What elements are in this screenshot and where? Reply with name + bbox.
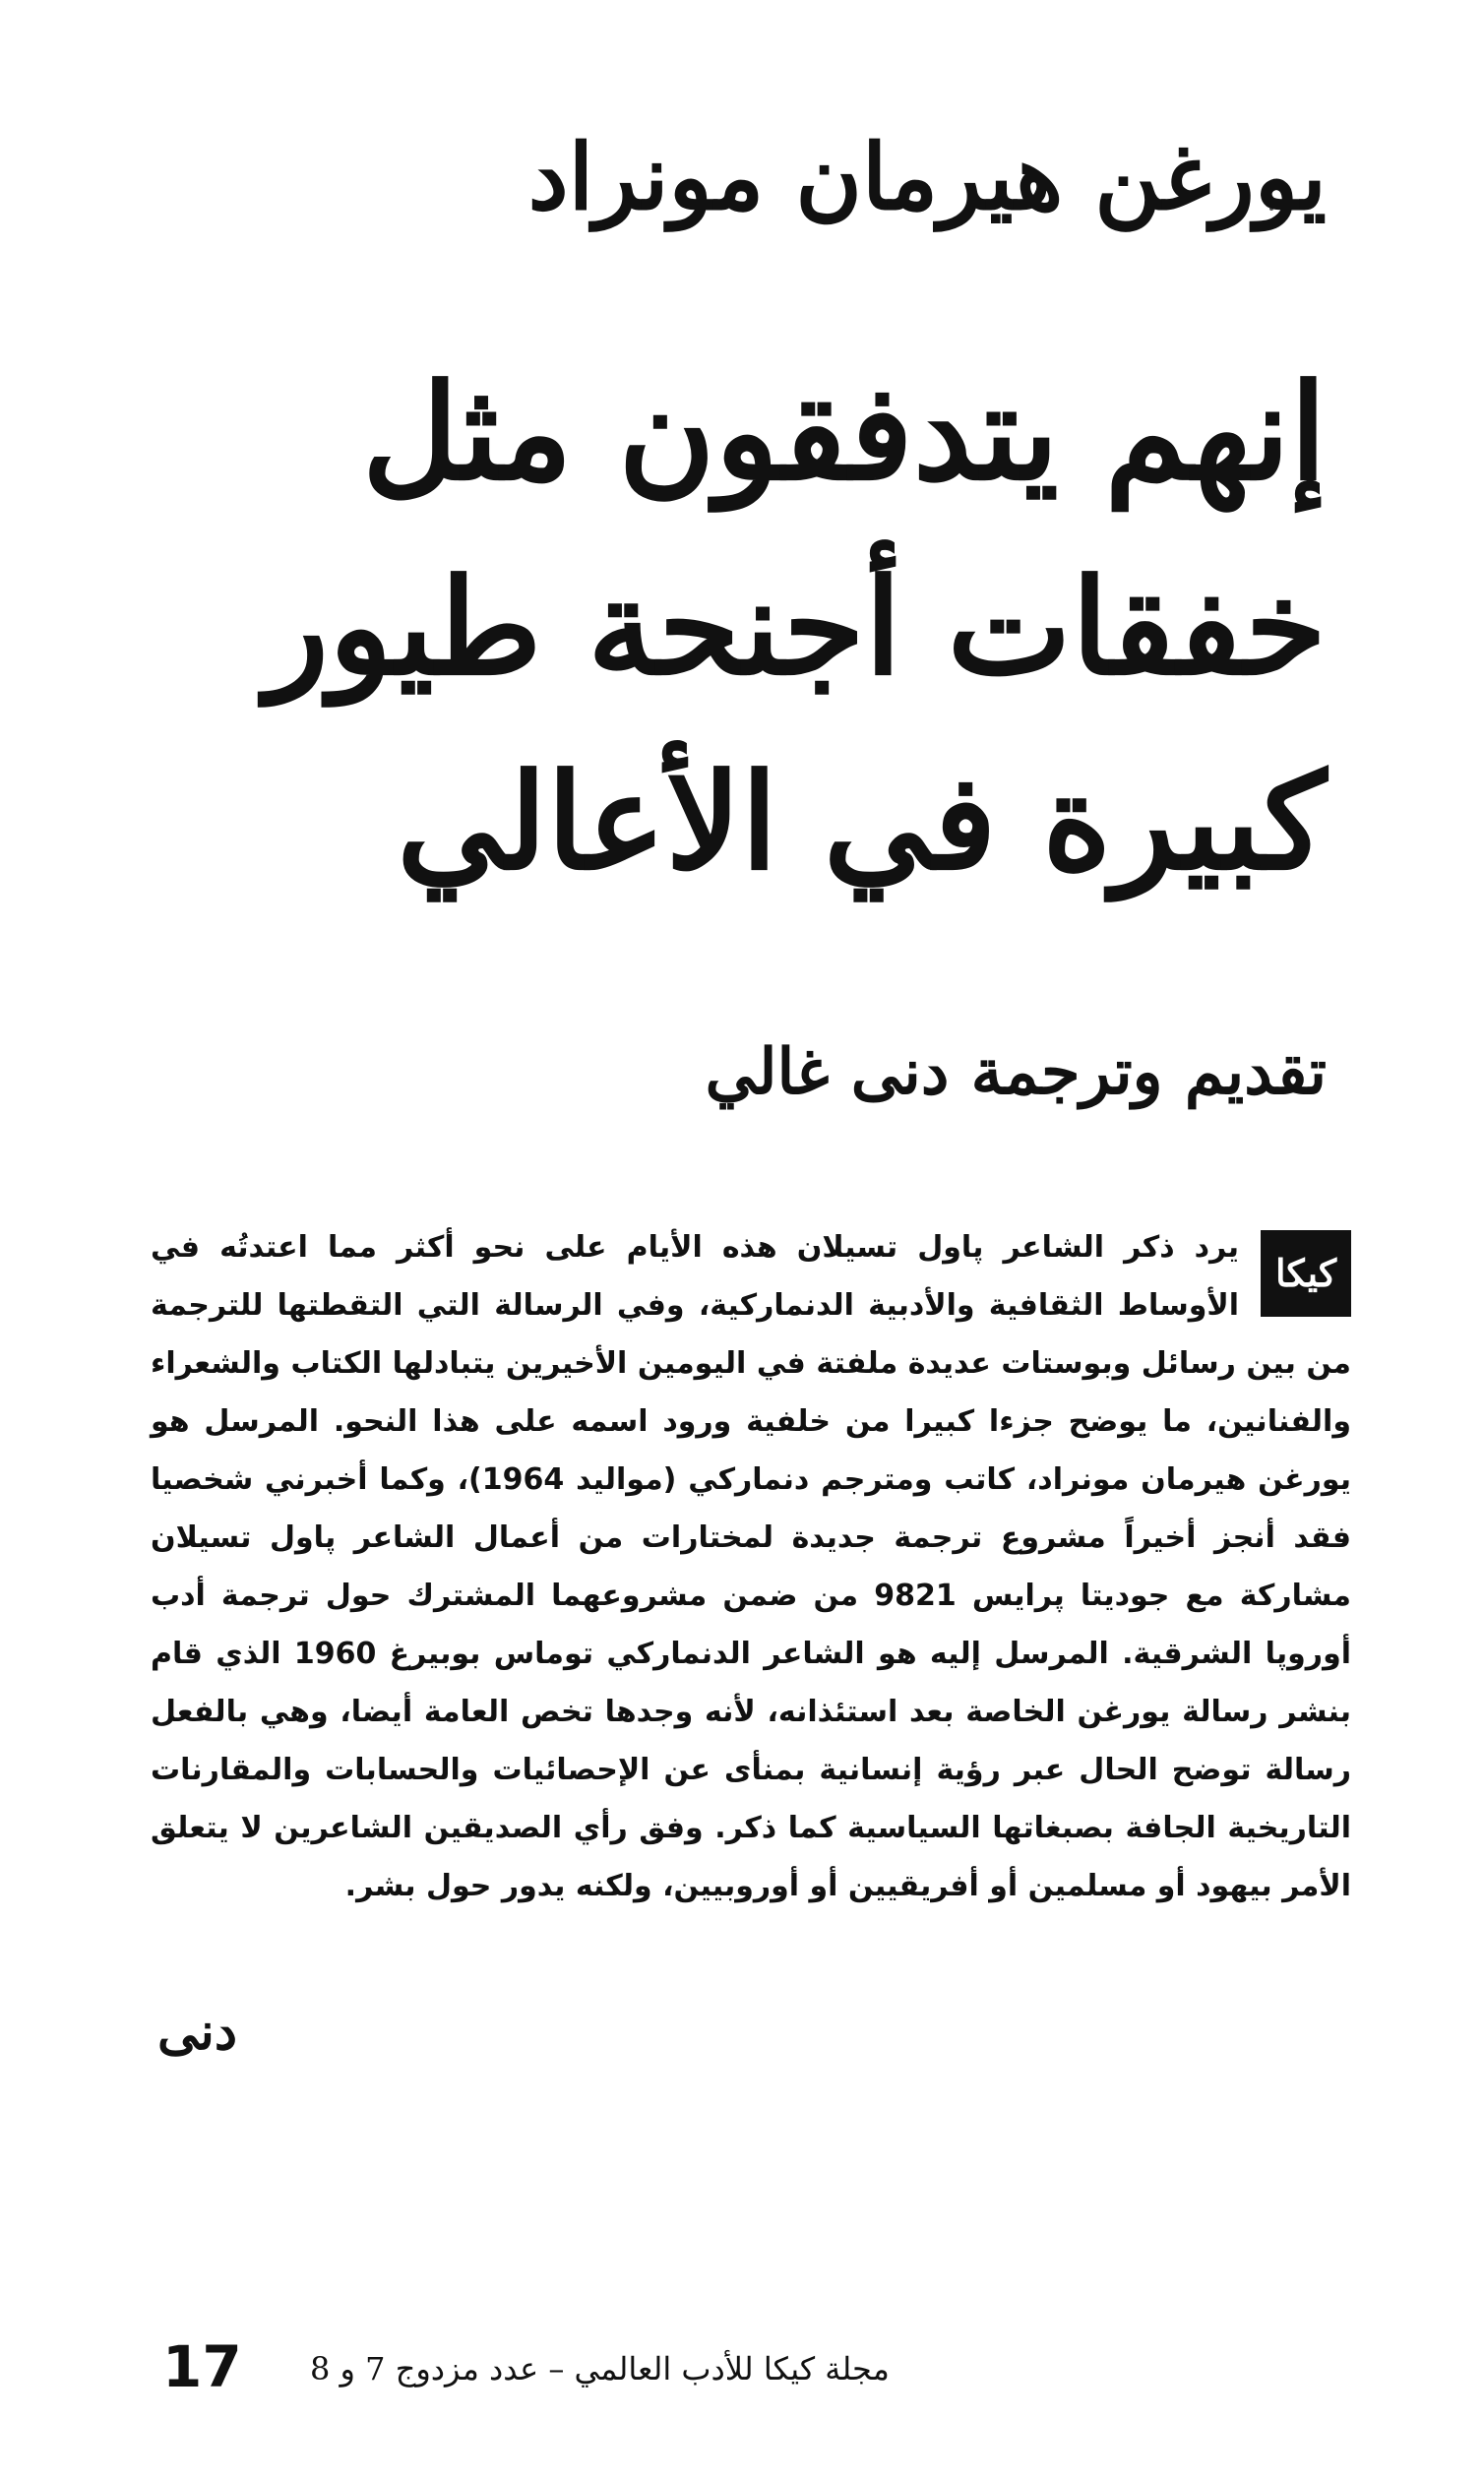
translator-credit: تقديم وترجمة دنى غالي	[705, 1035, 1327, 1109]
author-name: يورغن هيرمان مونراد	[527, 124, 1327, 230]
signature: دنى	[157, 2002, 237, 2062]
page-number: 17	[162, 2333, 242, 2400]
title-line: إنهم يتدفقون مثل	[361, 354, 1327, 510]
intro-text: يرد ذكر الشاعر پاول تسيلان هذه الأيام على نحو أكثر مما اعتدتُه في الأوساط الثقافية والأدبية الدنماركية، وفي الرسالة التي التقطتها للترجمة من بين رسائل وبوستات عديدة ملفتة في اليومين الأخيرين يتبادلها الكتاب والشعراء والفنانين، ما يوضح جزءا كبيرا من خلفية ورود اسمه على هذا النحو. المرسل هو يورغن هيرمان مونراد، كاتب ومترجم دنماركي (مواليد 1964)، وكما أخبرني شخصيا فقد أنجز أخيراً مشروع ترجمة جديدة لمختارات من أعمال الشاعر پاول تسيلان مشاركة مع جوديتا پرايس 9821 من ضمن مشروعهما المشترك حول ترجمة أدب أوروپا الشرقية. المرسل إليه هو الشاعر الدنماركي توماس بوبيرغ 1960 الذي قام بنشر رسالة يورغن الخاصة بعد استئذانه، لأنه وجدها تخص العامة أيضا، وهي بالفعل رسالة توضح الحال عبر رؤية إنسانية بمنأى عن الإحصائيات والحسابات والمقارنات التاريخية الجافة بصبغاتها السياسية كما ذكر. وفق رأي الصديقين الشاعرين لا يتعلق الأمر بيهود أو مسلمين أو أفريقيين أو أوروبيين، ولكنه يدور حول بشر.	[151, 1230, 1352, 1903]
journal-footer-text: مجلة كيكا للأدب العالمي – عدد مزدوج 7 و 8	[310, 2350, 890, 2387]
title-line: خفقات أجنحة طيور	[265, 549, 1327, 705]
intro-paragraph	[151, 1218, 1351, 1915]
article-title	[165, 335, 1327, 919]
kika-logo: كيكا	[1261, 1230, 1351, 1317]
title-line: كبيرة في الأعالي	[397, 744, 1327, 899]
page-footer	[162, 2332, 950, 2411]
